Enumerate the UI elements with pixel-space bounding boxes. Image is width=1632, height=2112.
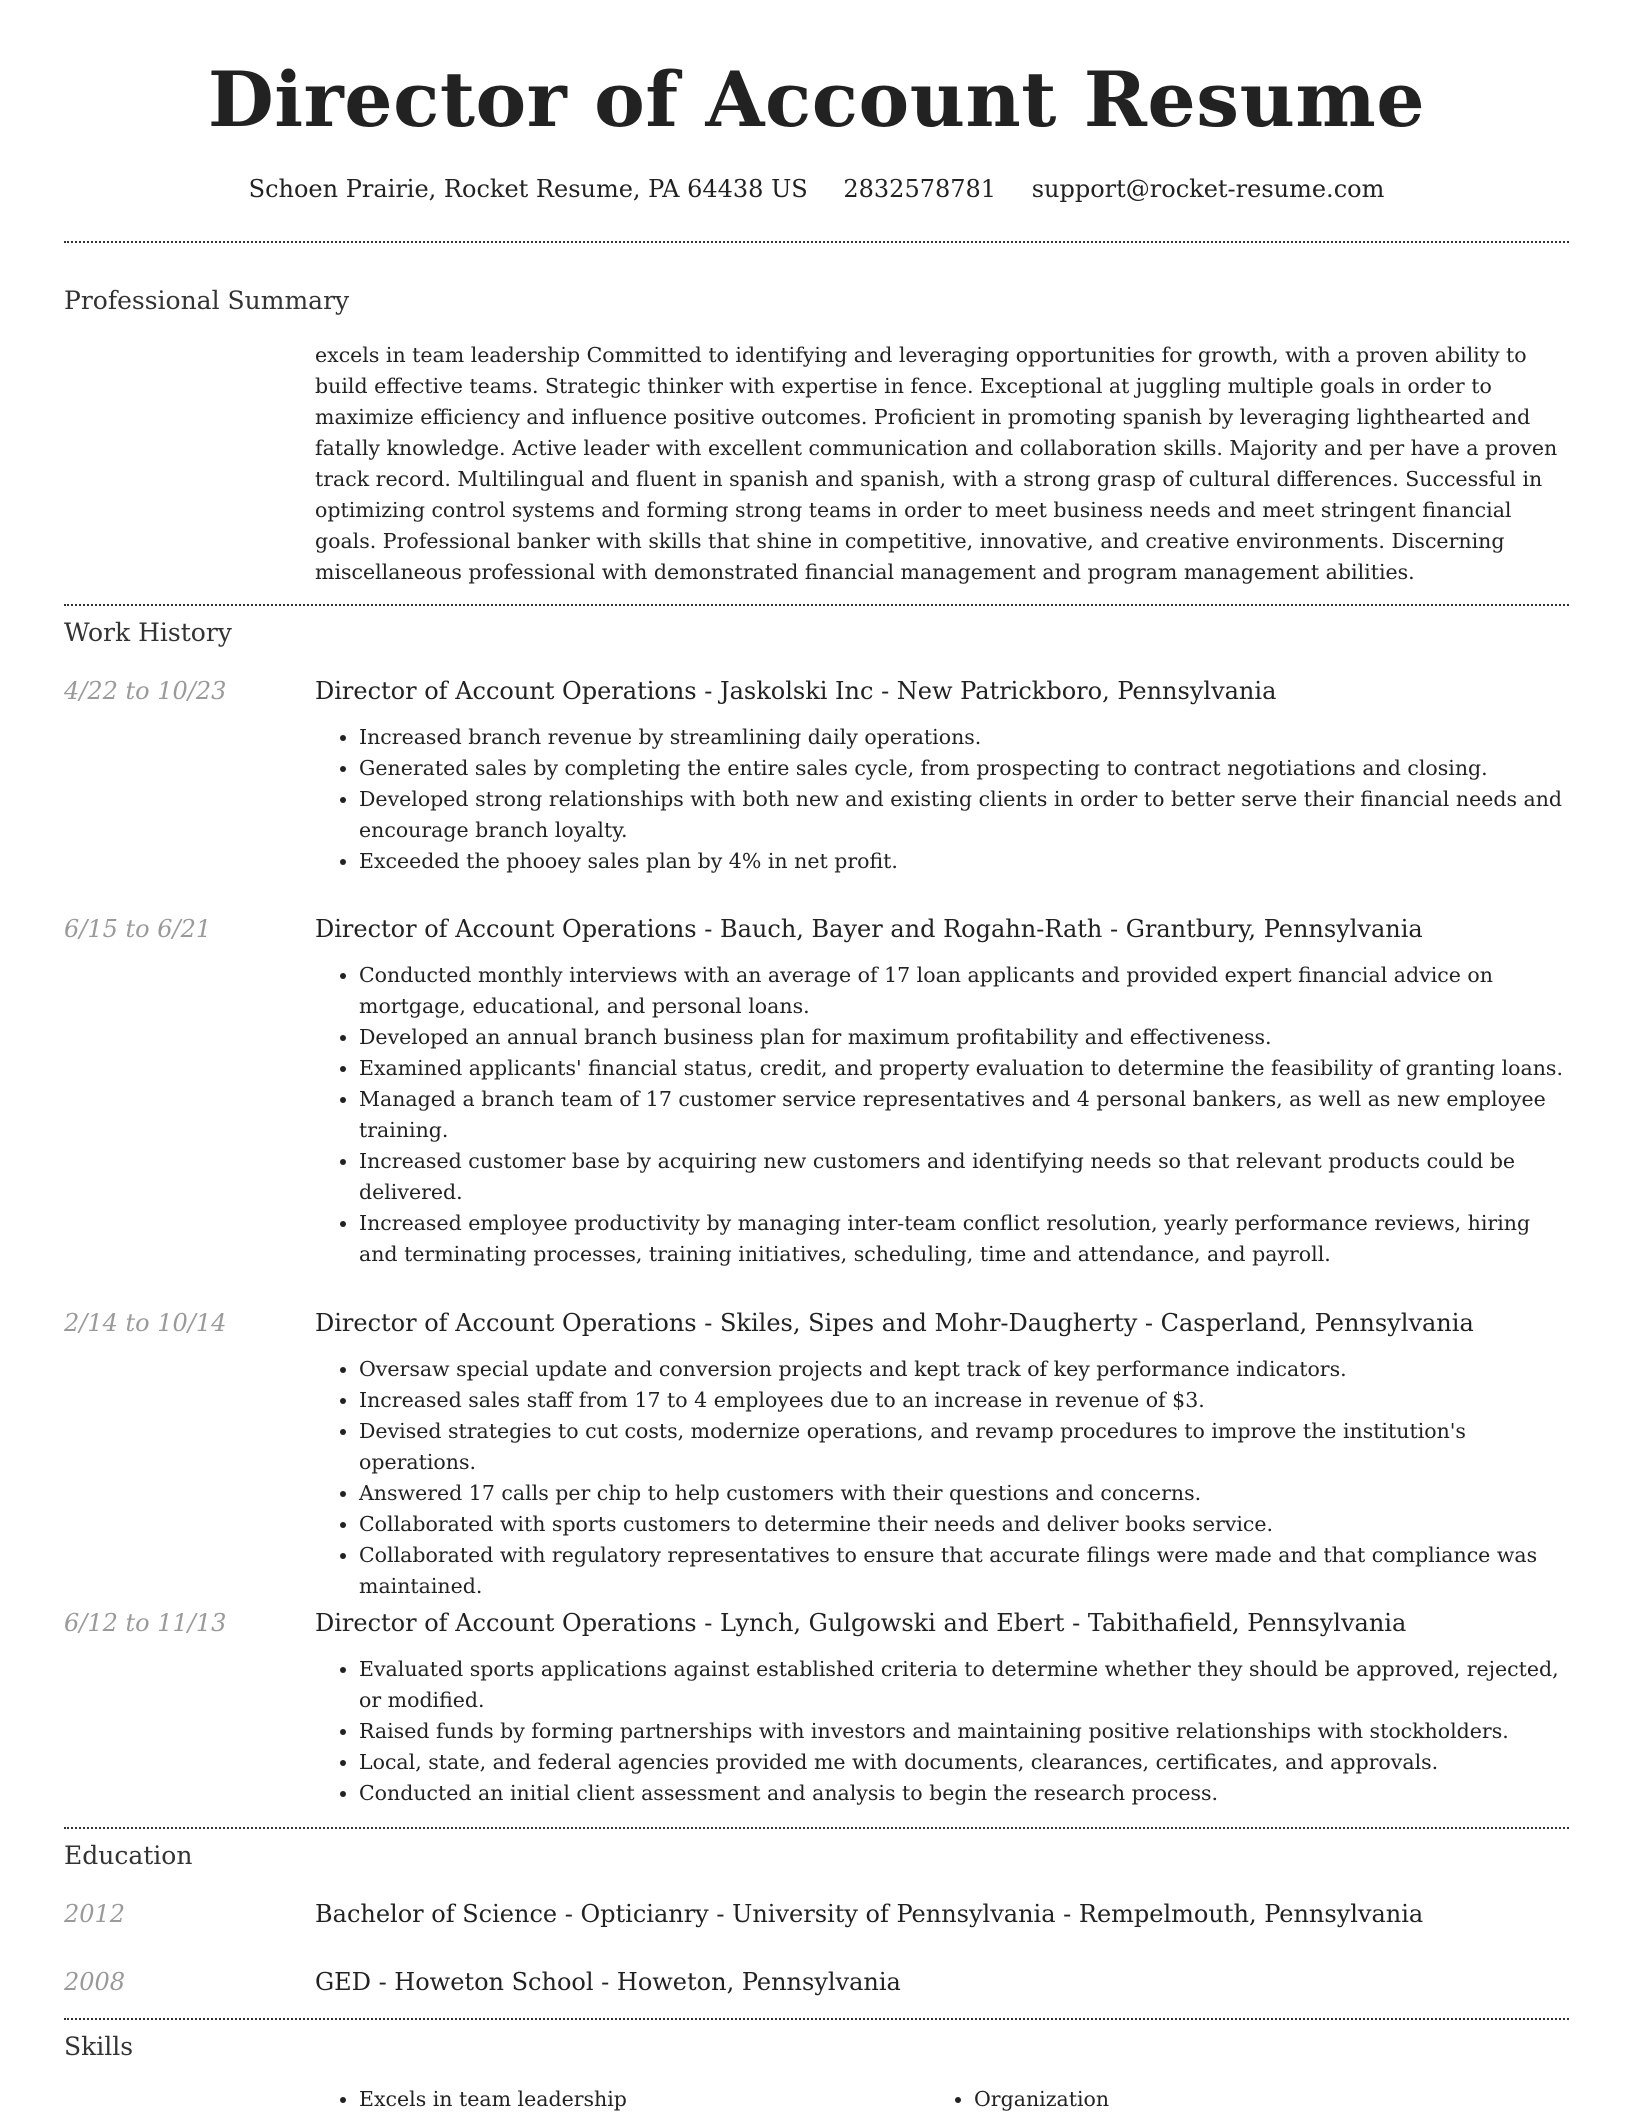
education-heading: Bachelor of Science - Opticianry - University of Pennsylvania - Rempelmouth, Pennsylvania [315,1900,1424,1928]
education-heading: GED - Howeton School - Howeton, Pennsylvania [315,1968,901,1996]
section-title-skills: Skills [64,2032,134,2061]
divider [64,1827,1569,1829]
job-bullet: • Evaluated sports applications against established criteria to determine whether they should be approved, rejected, or modified. [359,1654,1569,1716]
divider [64,604,1569,606]
contact-email: support@rocket-resume.com [1031,175,1385,203]
divider [64,241,1569,243]
job-bullet: • Collaborated with sports customers to determine their needs and deliver books service. [359,1509,1569,1540]
contact-line [64,172,1569,206]
job-bullet: • Generated sales by completing the entire sales cycle, from prospecting to contract negotiations and closing. [359,753,1569,784]
job-bullet: • Conducted monthly interviews with an average of 17 loan applicants and provided expert financial advice on mortgage, educational, and personal loans. [359,960,1569,1022]
divider [64,2018,1569,2020]
job-bullet: • Devised strategies to cut costs, modernize operations, and revamp procedures to improve the institution's operations. [359,1416,1569,1478]
job-bullet: • Oversaw special update and conversion projects and kept track of key performance indicators. [359,1354,1569,1385]
resume-page [64,0,1569,2112]
education-year: 2008 [64,1968,126,1996]
job-bullet: • Increased branch revenue by streamlining daily operations. [359,722,1569,753]
job-dates: 2/14 to 10/14 [64,1309,227,1337]
job-heading: Director of Account Operations - Skiles, Sipes and Mohr-Daugherty - Casperland, Pennsylvania [315,1309,1474,1337]
job-bullet: • Developed strong relationships with both new and existing clients in order to better serve their financial needs and encourage branch loyalty. [359,784,1569,846]
section-title-summary: Professional Summary [64,286,350,315]
job-bullet: • Conducted an initial client assessment and analysis to begin the research process. [359,1778,1569,1809]
job-bullet: • Examined applicants' financial status, credit, and property evaluation to determine the feasibility of granting loans. [359,1053,1569,1084]
job-bullet: • Collaborated with regulatory representatives to ensure that accurate filings were made and that compliance was maintained. [359,1540,1569,1602]
contact-phone: 2832578781 [843,175,997,203]
job-bullet: • Increased customer base by acquiring new customers and identifying needs so that relevant products could be delivered. [359,1146,1569,1208]
job-bullets [315,1654,1569,1809]
skill-item: • Excels in team leadership [359,2084,930,2112]
contact-address: Schoen Prairie, Rocket Resume, PA 64438 US [248,175,808,203]
job-heading: Director of Account Operations - Jaskolski Inc - New Patrickboro, Pennsylvania [315,677,1277,705]
skills-column [930,2084,1545,2112]
job-bullets [315,960,1569,1270]
job-bullet: • Managed a branch team of 17 customer service representatives and 4 personal bankers, as well as new employee training. [359,1084,1569,1146]
job-bullet: • Increased employee productivity by managing inter-team conflict resolution, yearly performance reviews, hiring and terminating processes, training initiatives, scheduling, time and attendance, and payroll. [359,1208,1569,1270]
job-bullet: • Increased sales staff from 17 to 4 employees due to an increase in revenue of $3. [359,1385,1569,1416]
job-dates: 6/12 to 11/13 [64,1609,227,1637]
job-bullets [315,1354,1569,1602]
job-heading: Director of Account Operations - Lynch, Gulgowski and Ebert - Tabithafield, Pennsylvania [315,1609,1407,1637]
summary-text: excels in team leadership Committed to identifying and leveraging opportunities for growth, with a proven ability to build effective teams. Strategic thinker with expertise in fence. Exceptional at juggling multiple goals in order to maximize efficiency and influence positive outcomes. Proficient in promoting spanish by leveraging lighthearted and fatally knowledge. Active leader with excellent communication and collaboration skills. Majority and per have a proven track record. Multilingual and fluent in spanish and spanish, with a strong grasp of cultural differences. Successful in optimizing control systems and forming strong teams in order to meet business needs and meet stringent financial goals. Professional banker with skills that shine in competitive, innovative, and creative environments. Discerning miscellaneous professional with demonstrated financial management and program management abilities. [315,343,1558,584]
job-bullet: • Raised funds by forming partnerships with investors and maintaining positive relationships with stockholders. [359,1716,1569,1747]
job-bullets [315,722,1569,877]
resume-title: Director of Account Resume [207,55,1426,144]
skills-column [315,2084,930,2112]
job-dates: 6/15 to 6/21 [64,915,212,943]
job-dates: 4/22 to 10/23 [64,677,227,705]
education-year: 2012 [64,1900,126,1928]
skill-item: • Organization [974,2084,1545,2112]
job-bullet: • Exceeded the phooey sales plan by 4% in net profit. [359,846,1569,877]
job-bullet: • Answered 17 calls per chip to help customers with their questions and concerns. [359,1478,1569,1509]
section-title-education: Education [64,1841,193,1870]
job-bullet: • Developed an annual branch business plan for maximum profitability and effectiveness. [359,1022,1569,1053]
section-title-work: Work History [64,618,232,647]
job-bullet: • Local, state, and federal agencies provided me with documents, clearances, certificates, and approvals. [359,1747,1569,1778]
job-heading: Director of Account Operations - Bauch, Bayer and Rogahn-Rath - Grantbury, Pennsylvania [315,915,1423,943]
